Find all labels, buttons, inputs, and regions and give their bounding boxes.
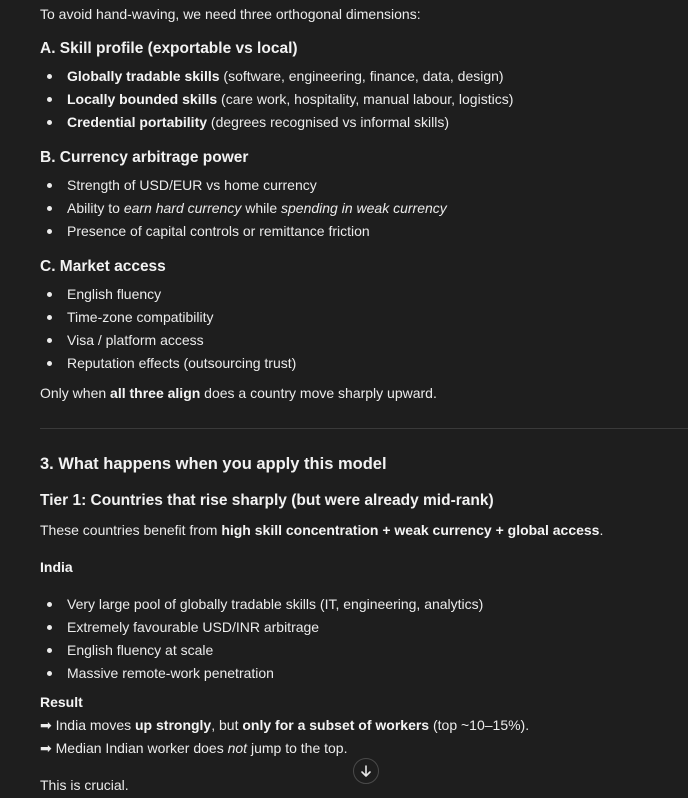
tier1-text bbox=[40, 520, 603, 540]
bullet bbox=[47, 648, 52, 653]
list-item-bold: Locally bounded skills bbox=[67, 91, 218, 107]
arrow-right-icon: ➡ bbox=[40, 740, 52, 756]
list-item-bold: Credential portability bbox=[67, 114, 208, 130]
list-item-bold: Globally tradable skills bbox=[67, 68, 220, 84]
list-item bbox=[67, 112, 449, 132]
list-item-text: Ability to bbox=[67, 200, 124, 216]
bullet bbox=[47, 338, 52, 343]
list-item: Very large pool of globally tradable skills (IT, engineering, analytics) bbox=[67, 596, 484, 612]
list-item bbox=[67, 66, 504, 86]
result-part: India moves bbox=[51, 717, 135, 733]
list-item: English fluency bbox=[67, 286, 162, 302]
list-item-text: while bbox=[241, 200, 282, 216]
list-item: Massive remote-work penetration bbox=[67, 665, 274, 681]
list-item-text: (care work, hospitality, manual labour, logistics) bbox=[217, 91, 514, 107]
summary-bold: all three align bbox=[110, 385, 201, 401]
tier1-part: These countries benefit from bbox=[40, 522, 222, 538]
result-part: , but bbox=[211, 717, 243, 733]
list-item: Presence of capital controls or remittance friction bbox=[67, 223, 370, 239]
bullet bbox=[47, 292, 52, 297]
list-item bbox=[67, 198, 447, 218]
bullet bbox=[47, 602, 52, 607]
tier1-part: . bbox=[599, 522, 604, 538]
list-item-italic: earn hard currency bbox=[123, 200, 242, 216]
result-italic: not bbox=[227, 740, 248, 756]
bullet bbox=[47, 229, 52, 234]
bullet bbox=[47, 74, 52, 79]
list-item: Time-zone compatibility bbox=[67, 309, 214, 325]
bullet bbox=[47, 183, 52, 188]
result-part: (top ~10–15%). bbox=[429, 717, 530, 733]
summary-text bbox=[40, 383, 437, 403]
bullet bbox=[47, 315, 52, 320]
result-line-2 bbox=[40, 738, 347, 758]
section-3-heading: 3. What happens when you apply this model bbox=[40, 455, 387, 473]
list-item: Visa / platform access bbox=[67, 332, 204, 348]
section-c-heading: C. Market access bbox=[40, 258, 166, 275]
closing-text: This is crucial. bbox=[40, 777, 129, 793]
bullet bbox=[47, 120, 52, 125]
bullet bbox=[47, 625, 52, 630]
country-heading: India bbox=[40, 559, 73, 575]
section-b-heading: B. Currency arbitrage power bbox=[40, 149, 249, 166]
list-item-italic: spending in weak currency bbox=[281, 200, 447, 216]
bullet bbox=[47, 361, 52, 366]
arrow-right-icon: ➡ bbox=[40, 717, 52, 733]
tier1-bold: high skill concentration + weak currency + global access bbox=[221, 522, 600, 538]
tier1-heading: Tier 1: Countries that rise sharply (but were already mid-rank) bbox=[40, 492, 494, 509]
list-item-text: (degrees recognised vs informal skills) bbox=[207, 114, 450, 130]
result-part: jump to the top. bbox=[247, 740, 348, 756]
list-item bbox=[67, 89, 513, 109]
result-bold: only for a subset of workers bbox=[242, 717, 430, 733]
section-divider bbox=[40, 428, 688, 429]
summary-part: Only when bbox=[40, 385, 111, 401]
summary-part: does a country move sharply upward. bbox=[200, 385, 437, 401]
list-item: Reputation effects (outsourcing trust) bbox=[67, 355, 297, 371]
intro-text: To avoid hand-waving, we need three orthogonal dimensions: bbox=[40, 6, 421, 22]
list-item-text: (software, engineering, finance, data, design) bbox=[219, 68, 504, 84]
section-a-heading: A. Skill profile (exportable vs local) bbox=[40, 40, 298, 57]
result-line-1 bbox=[40, 715, 529, 735]
result-bold: up strongly bbox=[135, 717, 212, 733]
arrow-down-icon bbox=[359, 764, 373, 778]
bullet bbox=[47, 206, 52, 211]
bullet bbox=[47, 97, 52, 102]
list-item: Strength of USD/EUR vs home currency bbox=[67, 177, 317, 193]
result-label: Result bbox=[40, 694, 83, 710]
result-part: Median Indian worker does bbox=[51, 740, 228, 756]
list-item: Extremely favourable USD/INR arbitrage bbox=[67, 619, 320, 635]
bullet bbox=[47, 671, 52, 676]
scroll-to-bottom-button[interactable] bbox=[353, 758, 379, 784]
list-item: English fluency at scale bbox=[67, 642, 214, 658]
